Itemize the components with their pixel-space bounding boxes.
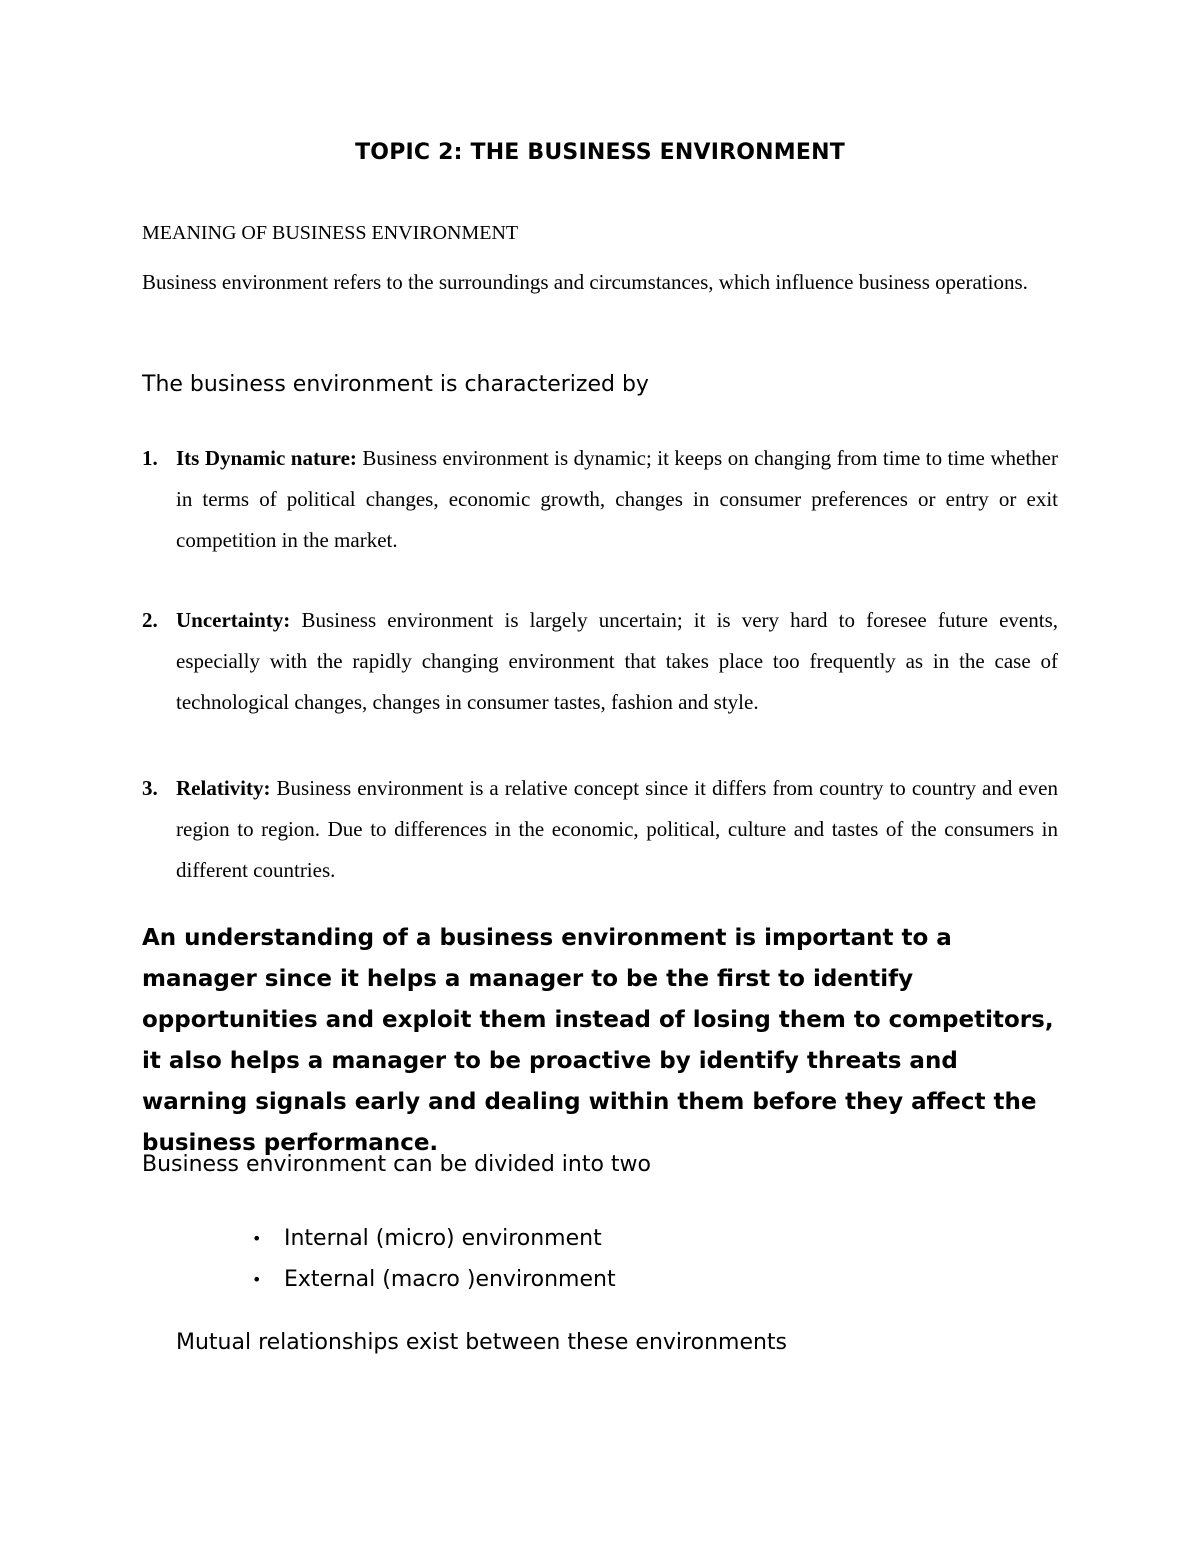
item-text: Business environment is dynamic; it keeps on changing from time to time whether in terms of political changes, economic growth, changes in consumer preferences or entry or exit competition in the market. <box>176 446 1058 552</box>
item-term: Uncertainty: <box>176 608 291 632</box>
bullet-icon: • <box>252 1270 262 1289</box>
meaning-paragraph: Business environment refers to the surroundings and circumstances, which influence business operations. <box>142 270 1028 294</box>
item-text: Business environment is a relative concept since it differs from country to country and even region to region. Due to differences in the economic, political, culture and tastes of the consumers in different countries. <box>176 776 1058 882</box>
bullet-icon: • <box>252 1229 262 1248</box>
item-body <box>176 768 1058 891</box>
item-number: 3. <box>142 776 158 800</box>
characterized-heading: The business environment is characterized by <box>142 372 649 397</box>
item-body <box>176 600 1058 723</box>
item-term: Relativity: <box>176 776 271 800</box>
divisions-list <box>248 1218 616 1300</box>
understanding-paragraph: An understanding of a business environment is important to a manager since it helps a manager to be the first to identify opportunities and exploit them instead of losing them to competitors, it also helps a manager to be proactive by identify threats and warning signals early and dealing within them before they affect the business performance. <box>142 925 1054 1156</box>
meaning-heading: MEANING OF BUSINESS ENVIRONMENT <box>142 222 519 244</box>
page-title: TOPIC 2: THE BUSINESS ENVIRONMENT <box>355 140 845 165</box>
item-number: 1. <box>142 446 158 470</box>
characteristic-item-dynamic <box>142 438 1058 561</box>
list-item-label: Internal (micro) environment <box>284 1226 602 1251</box>
list-item-label: External (macro )environment <box>284 1267 616 1292</box>
item-body <box>176 438 1058 561</box>
divided-heading: Business environment can be divided into two <box>142 1152 651 1177</box>
list-item <box>248 1259 616 1300</box>
list-item <box>248 1218 616 1259</box>
mutual-relationship-text: Mutual relationships exist between these environments <box>176 1330 788 1355</box>
item-number: 2. <box>142 608 158 632</box>
characteristic-item-relativity <box>142 768 1058 891</box>
characteristic-item-uncertainty <box>142 600 1058 723</box>
item-text: Business environment is largely uncertain; it is very hard to foresee future events, especially with the rapidly changing environment that takes place too frequently as in the case of technological changes, changes in consumer tastes, fashion and style. <box>176 608 1058 714</box>
item-term: Its Dynamic nature: <box>176 446 357 470</box>
